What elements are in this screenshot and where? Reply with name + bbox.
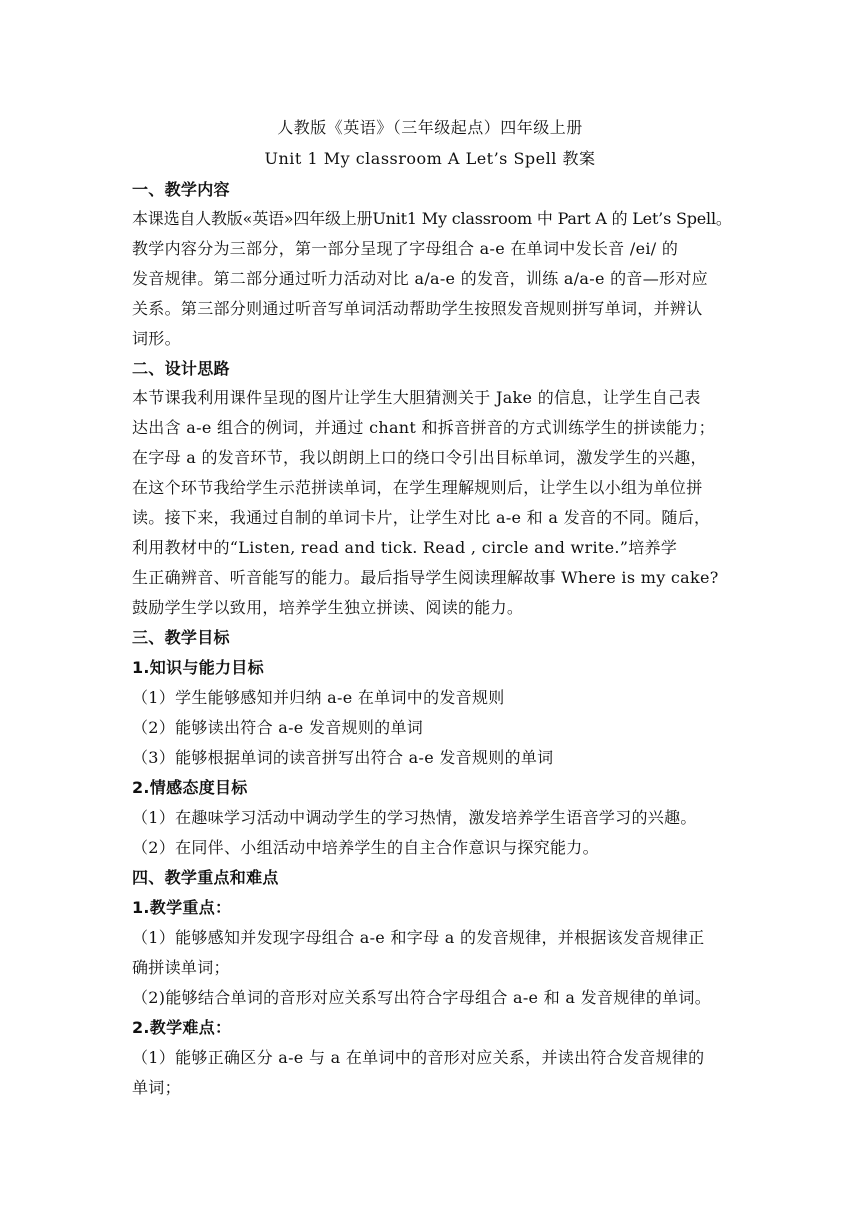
paragraph-line: 生正确辨音、听音能写的能力。最后指导学生阅读理解故事 Where is my cake? [132,568,719,587]
list-item: （1）能够正确区分 a-e 与 a 在单词中的音形对应关系，并读出符合发音规律的 [132,1048,705,1067]
document-subtitle: Unit 1 My classroom A Let’s Spell 教案 [264,149,596,168]
list-item: （1）能够感知并发现字母组合 a-e 和字母 a 的发音规律，并根据该发音规律正 [132,928,705,947]
list-item: （2）在同伴、小组活动中培养学生的自主合作意识与探究能力。 [132,838,599,857]
list-item: （1）在趣味学习活动中调动学生的学习热情，激发培养学生语音学习的兴趣。 [132,808,697,827]
paragraph-line: 在这个环节我给学生示范拼读单词，在学生理解规则后，让学生以小组为单位拼 [132,478,703,497]
list-item: （2)能够结合单词的音形对应关系写出符合字母组合 a-e 和 a 发音规律的单词。 [132,988,712,1007]
paragraph-line: 词形。 [132,329,181,348]
paragraph-line: 达出含 a-e 组合的例词，并通过 chant 和拆音拼音的方式训练学生的拼读能力； [132,418,715,437]
section-heading-content: 一、教学内容 [132,180,230,199]
section-heading-focus: 四、教学重点和难点 [132,868,279,887]
list-item: （2）能够读出符合 a-e 发音规则的单词 [132,718,424,737]
subheading-attitude: 2.情感态度目标 [132,778,248,797]
list-item: （1）学生能够感知并归纳 a-e 在单词中的发音规则 [132,688,505,707]
paragraph-line: 关系。第三部分则通过听音写单词活动帮助学生按照发音规则拼写单词，并辨认 [132,299,703,318]
subheading-difficulties: 2.教学难点： [132,1018,232,1037]
paragraph-line: 本节课我利用课件呈现的图片让学生大胆猜测关于 Jake 的信息，让学生自己表 [132,388,701,407]
document-title: 人教版《英语》（三年级起点）四年级上册 [277,118,583,137]
paragraph-line: 在字母 a 的发音环节，我以朗朗上口的绕口令引出目标单词，激发学生的兴趣， [132,448,707,467]
paragraph-line: 读。接下来，我通过自制的单词卡片，让学生对比 a-e 和 a 发音的不同。随后， [132,508,711,527]
paragraph-line: 本课选自人教版«英语»四年级上册Unit1 My classroom 中 Part A 的 Let’s Spell。 [132,209,732,228]
paragraph-line: 鼓励学生学以致用，培养学生独立拼读、阅读的能力。 [132,598,524,617]
paragraph-line: 利用教材中的“Listen, read and tick. Read , circle and write.”培养学 [132,538,678,557]
subheading-key-points: 1.教学重点： [132,898,232,917]
subheading-knowledge: 1.知识与能力目标 [132,658,264,677]
section-heading-design: 二、设计思路 [132,359,230,378]
list-item: 单词； [132,1078,181,1097]
list-item: （3）能够根据单词的读音拼写出符合 a-e 发音规则的单词 [132,748,554,767]
paragraph-line: 教学内容分为三部分，第一部分呈现了字母组合 a-e 在单词中发长音 /ei/ 的 [132,239,679,258]
paragraph-line: 发音规律。第二部分通过听力活动对比 a/a-e 的发音，训练 a/a-e 的音—形对应 [132,269,708,288]
list-item: 确拼读单词； [132,958,230,977]
section-heading-goals: 三、教学目标 [132,628,230,647]
